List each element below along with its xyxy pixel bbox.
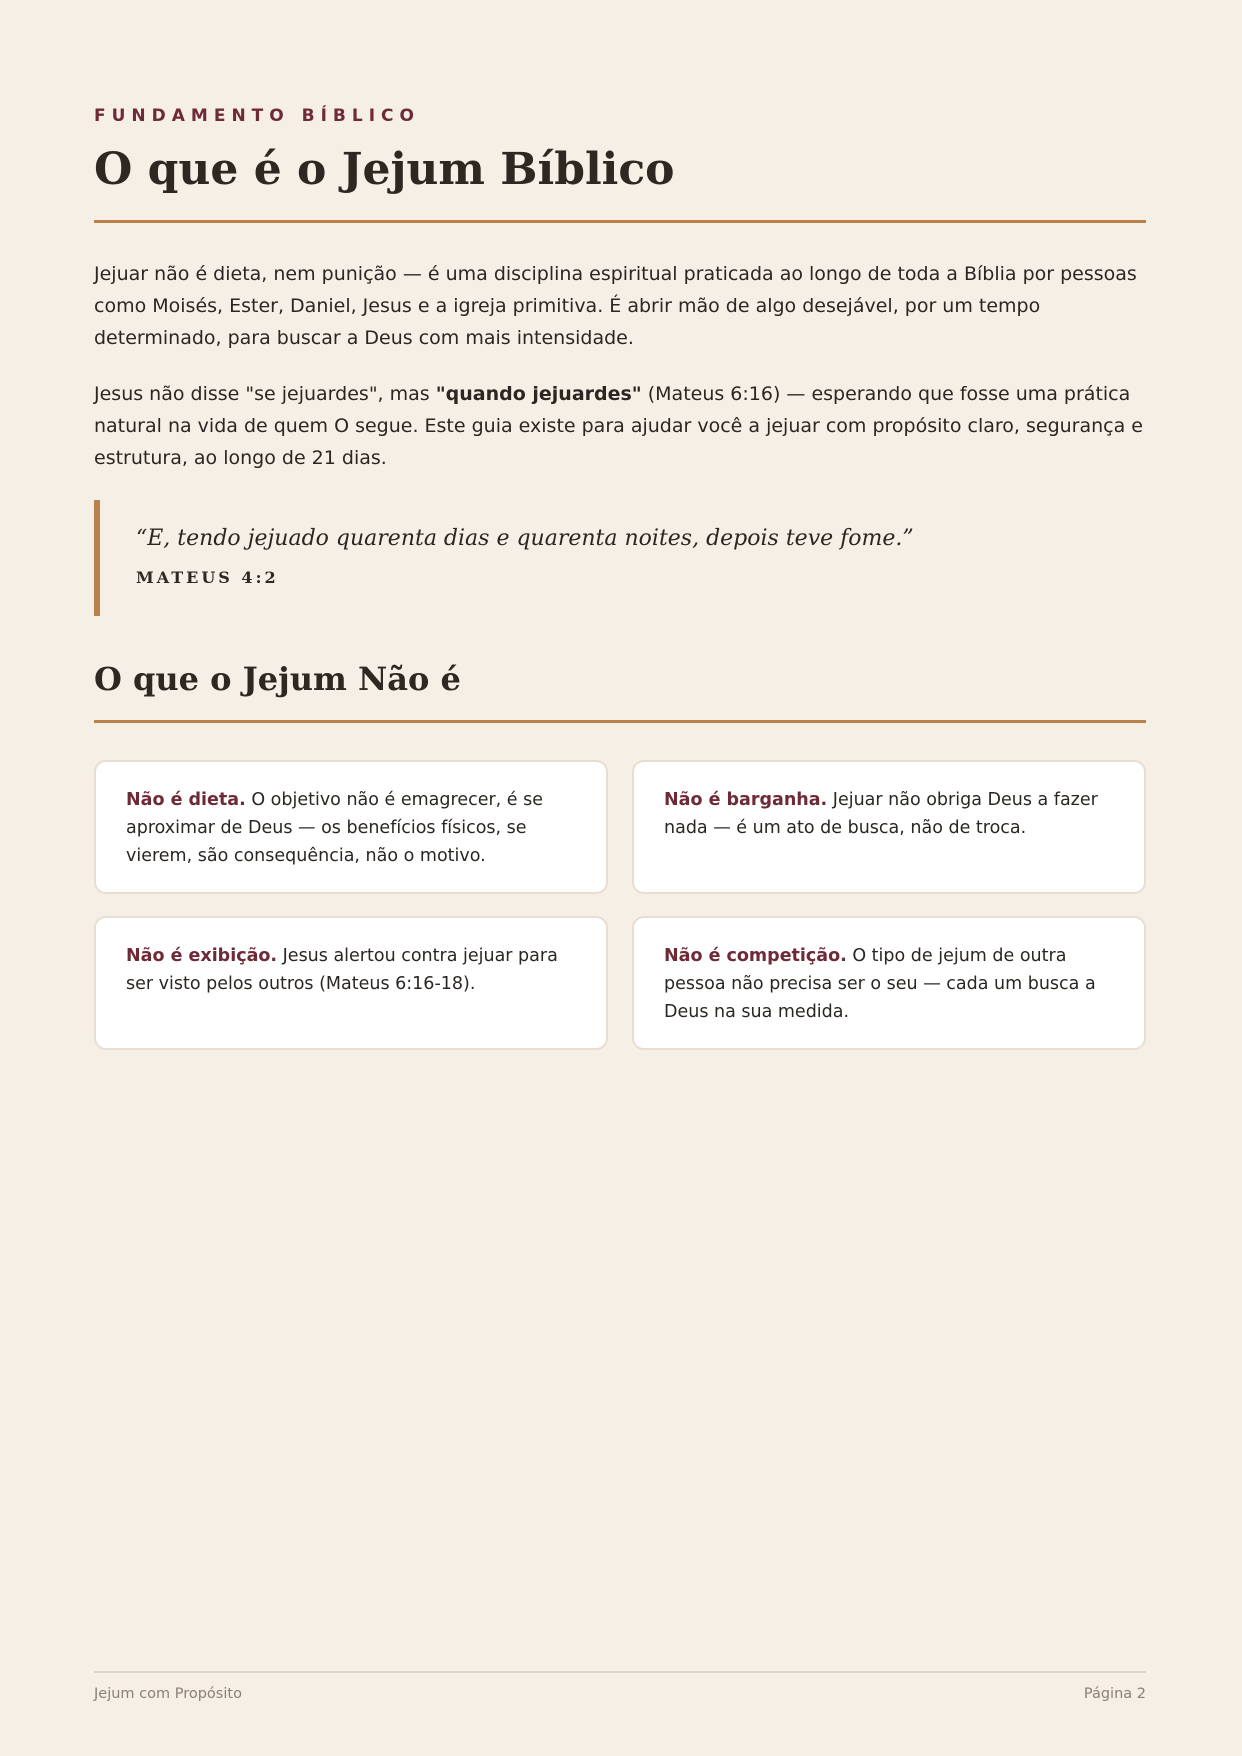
footer-divider (94, 1671, 1146, 1673)
quote-text: “E, tendo jejuado quarenta dias e quarenta noites, depois teve fome.” (136, 526, 914, 551)
scripture-quote (94, 500, 1146, 616)
card-text: O objetivo não é emagrecer, é se aproximar de Deus — os benefícios físicos, se vierem, são consequência, não o motivo. (126, 790, 544, 866)
footer-page-number: Página 2 (1083, 1686, 1146, 1702)
card-nao-e-dieta (94, 760, 608, 894)
card-lead: Não é dieta. (126, 790, 246, 810)
page-title: O que é o Jejum Bíblico (94, 144, 675, 195)
intro-paragraph-2-end: (Mateus 6:16) — esperando que fosse uma prática natural na vida de quem O segue. Este guia existe para ajudar você a jejuar com propósito claro, segurança e estrutura, ao longo de 21 dias. (94, 383, 1143, 469)
section-title: O que o Jejum Não é (94, 660, 461, 698)
card-lead: Não é competição. (664, 946, 847, 966)
card-nao-e-exibicao (94, 916, 608, 1050)
card-nao-e-competicao (632, 916, 1146, 1050)
title-divider (94, 220, 1146, 223)
quote-reference: MATEUS 4:2 (136, 568, 279, 587)
intro-paragraph-1: Jejuar não é dieta, nem punição — é uma disciplina espiritual praticada ao longo de toda a Bíblia por pessoas como Moisés, Ester, Daniel, Jesus e a igreja primitiva. É abrir mão de algo desejável, por um tempo determinado, para buscar a Deus com mais intensidade. (94, 263, 1137, 349)
intro-paragraph-2 (94, 378, 1146, 474)
section-eyebrow: FUNDAMENTO BÍBLICO (94, 106, 420, 126)
card-nao-e-barganha (632, 760, 1146, 894)
intro-paragraph-2-start: Jesus não disse "se jejuardes", mas (94, 383, 436, 405)
card-text: Jejuar não obriga Deus a fazer nada — é um ato de busca, não de troca. (664, 790, 1098, 838)
card-text: Jesus alertou contra jejuar para ser visto pelos outros (Mateus 6:16-18). (126, 946, 558, 994)
intro-paragraph-2-emphasis: "quando jejuardes" (435, 383, 642, 405)
card-lead: Não é barganha. (664, 790, 828, 810)
section-divider (94, 720, 1146, 723)
card-lead: Não é exibição. (126, 946, 278, 966)
footer-document-title: Jejum com Propósito (94, 1686, 242, 1702)
card-text: O tipo de jejum de outra pessoa não precisa ser o seu — cada um busca a Deus na sua medida. (664, 946, 1096, 1022)
